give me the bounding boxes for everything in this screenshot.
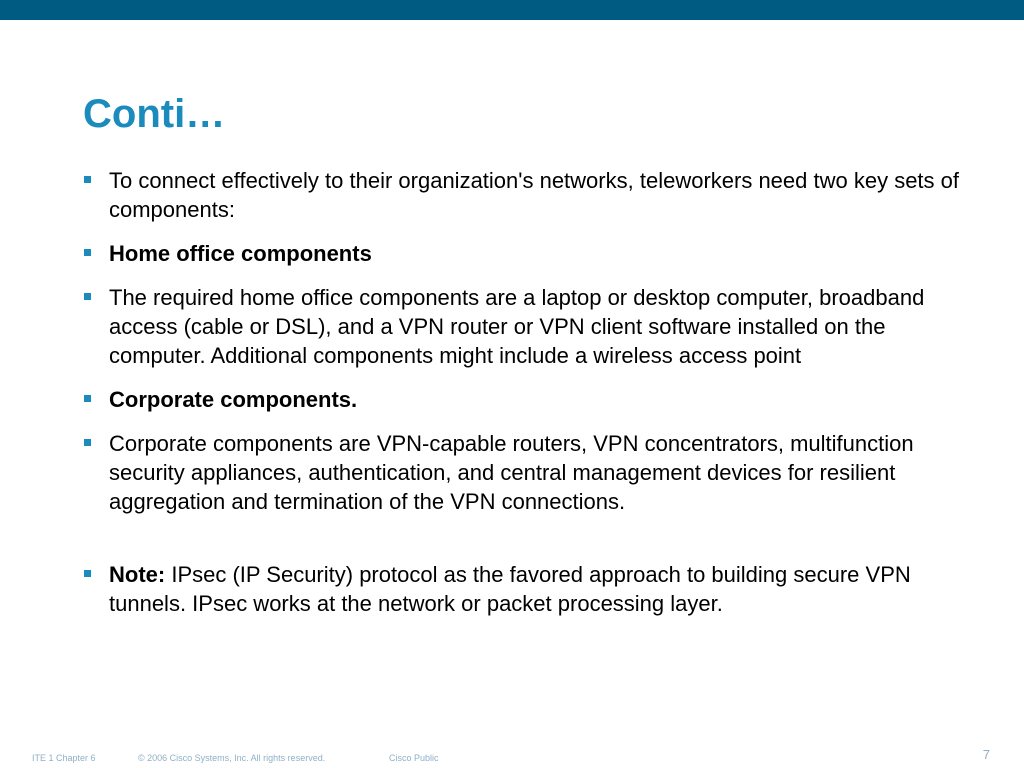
square-bullet-icon	[84, 293, 91, 300]
bullet-item	[83, 239, 963, 268]
bullet-text: To connect effectively to their organization's networks, teleworkers need two key sets of components:	[109, 168, 959, 222]
square-bullet-icon	[84, 395, 91, 402]
bullet-heading-home-office: Home office components	[109, 241, 372, 266]
note-label: Note:	[109, 562, 166, 587]
note-text: IPsec (IP Security) protocol as the favored approach to building secure VPN tunnels. IPsec works at the network or packet processing layer.	[109, 562, 911, 616]
slide-title: Conti…	[83, 92, 226, 136]
bullet-text: The required home office components are a laptop or desktop computer, broadband access (cable or DSL), and a VPN router or VPN client software installed on the computer. Additional components might include a wireless access point	[109, 285, 925, 368]
square-bullet-icon	[84, 249, 91, 256]
footer-classification: Cisco Public	[389, 753, 439, 763]
bullet-list	[83, 166, 963, 618]
square-bullet-icon	[84, 439, 91, 446]
bullet-item-note	[83, 560, 963, 618]
bullet-item	[83, 429, 963, 516]
bullet-heading-corporate: Corporate components.	[109, 387, 358, 412]
bullet-text: Corporate components are VPN-capable routers, VPN concentrators, multifunction security appliances, authentication, and central management devices for resilient aggregation and termination of the VPN connections.	[109, 431, 914, 514]
top-banner	[0, 0, 1024, 20]
footer-course: ITE 1 Chapter 6	[32, 753, 96, 763]
page-number: 7	[982, 747, 990, 762]
square-bullet-icon	[84, 176, 91, 183]
square-bullet-icon	[84, 570, 91, 577]
bullet-item	[83, 385, 963, 414]
bullet-item	[83, 166, 963, 224]
bullet-item	[83, 283, 963, 370]
footer-copyright: © 2006 Cisco Systems, Inc. All rights reserved.	[138, 753, 326, 763]
